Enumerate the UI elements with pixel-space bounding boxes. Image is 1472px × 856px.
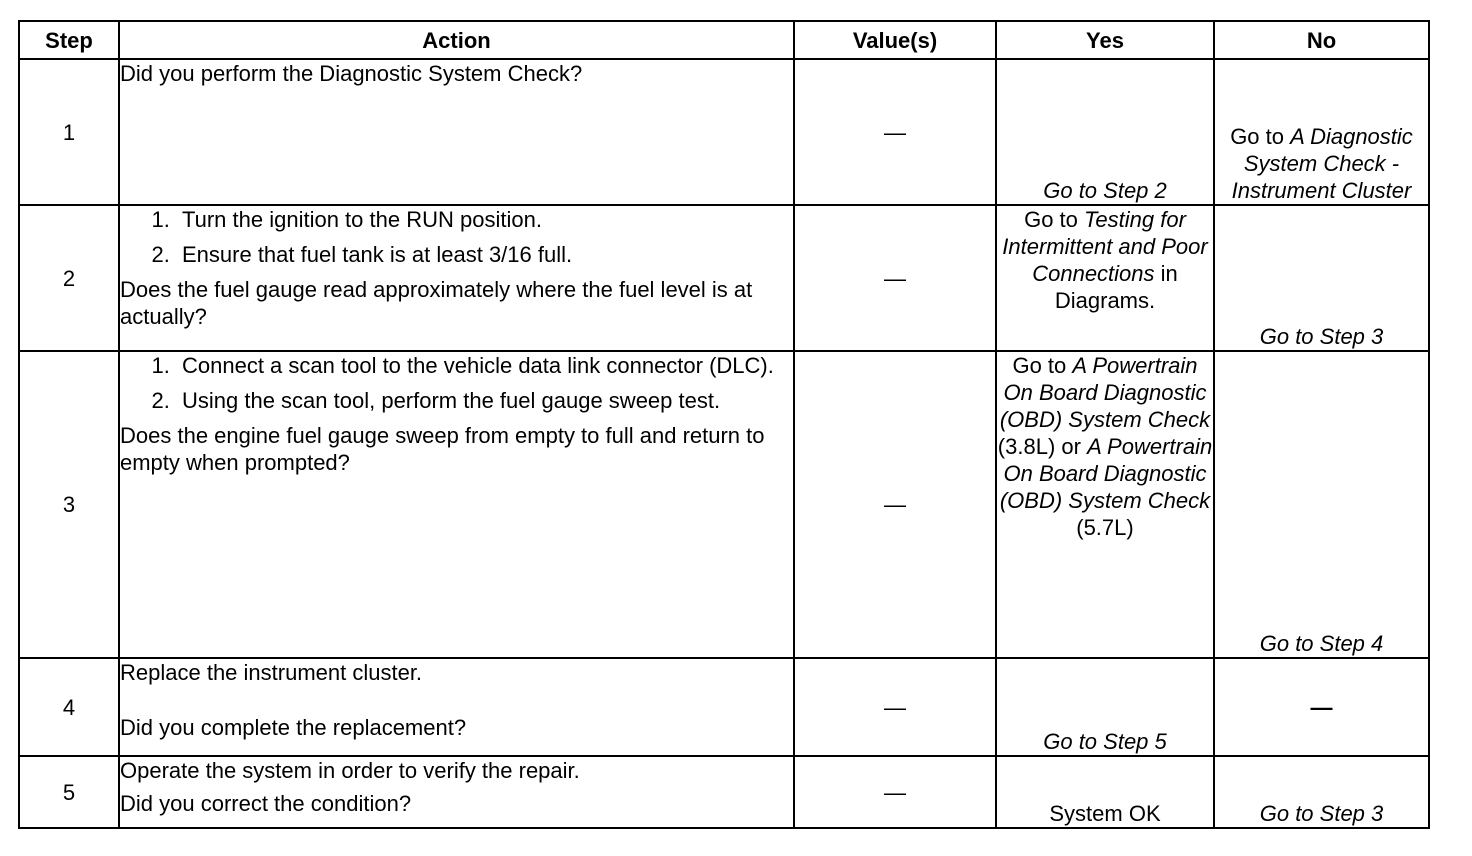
table-row xyxy=(19,351,1429,658)
step-number: 5 xyxy=(19,756,119,828)
no-cell[interactable] xyxy=(1214,756,1429,828)
yes-result: System OK xyxy=(1049,801,1161,826)
header-yes: Yes xyxy=(996,21,1214,59)
no-link[interactable]: Go to Step 3 xyxy=(1259,801,1384,826)
no-link[interactable]: Go to Step 3 xyxy=(1259,324,1384,349)
diagnostic-table xyxy=(18,20,1430,829)
action-item: 2. Ensure that fuel tank is at least 3/16 full. xyxy=(176,241,793,268)
action-list xyxy=(120,206,793,268)
value-cell: — xyxy=(794,205,996,351)
value-cell: — xyxy=(794,658,996,756)
yes-mid: (3.8L) or xyxy=(997,434,1088,459)
table-row xyxy=(19,59,1429,205)
yes-cell[interactable] xyxy=(996,205,1214,351)
action-cell xyxy=(119,351,794,658)
yes-cell xyxy=(996,756,1214,828)
action-text: Replace the instrument cluster. xyxy=(120,660,423,685)
spacer xyxy=(120,686,793,714)
header-row xyxy=(19,21,1429,59)
question-text: Does the fuel gauge read approximately where the fuel level is at actually? xyxy=(120,277,753,329)
header-step: Step xyxy=(19,21,119,59)
header-action: Action xyxy=(119,21,794,59)
table-row xyxy=(19,205,1429,351)
step-number: 2 xyxy=(19,205,119,351)
no-prefix: Go to xyxy=(1230,124,1291,149)
yes-link[interactable]: Go to Step 2 xyxy=(1043,178,1167,203)
yes-cell[interactable] xyxy=(996,658,1214,756)
header-values: Value(s) xyxy=(794,21,996,59)
no-link[interactable]: Go to Step 4 xyxy=(1259,631,1384,656)
action-cell xyxy=(119,756,794,828)
action-cell xyxy=(119,658,794,756)
value-cell: — xyxy=(794,59,996,205)
header-no: No xyxy=(1214,21,1429,59)
yes-suffix: in Diagrams. xyxy=(1054,261,1178,313)
action-item: 2. Using the scan tool, perform the fuel gauge sweep test. xyxy=(176,387,793,414)
action-cell xyxy=(119,59,794,205)
question-text: Did you complete the replacement? xyxy=(120,715,467,740)
no-cell[interactable] xyxy=(1214,351,1429,658)
yes-suffix: (5.7L) xyxy=(1076,515,1134,540)
table-row xyxy=(19,658,1429,756)
step-number: 4 xyxy=(19,658,119,756)
table-row xyxy=(19,756,1429,828)
action-item: 1. Turn the ignition to the RUN position. xyxy=(176,206,793,233)
action-item: 1. Connect a scan tool to the vehicle data link connector (DLC). xyxy=(176,352,793,379)
no-value: — xyxy=(1310,694,1333,720)
question-text: Does the engine fuel gauge sweep from empty to full and return to empty when prompted? xyxy=(120,423,765,475)
value-cell: — xyxy=(794,756,996,828)
question-text: Did you perform the Diagnostic System Check? xyxy=(120,61,583,86)
action-list xyxy=(120,352,793,414)
yes-cell[interactable] xyxy=(996,351,1214,658)
no-cell[interactable] xyxy=(1214,59,1429,205)
value-cell: — xyxy=(794,351,996,658)
yes-link-3-8l[interactable]: A Powertrain On Board Diagnostic (OBD) System Check xyxy=(999,353,1211,432)
action-cell xyxy=(119,205,794,351)
no-link[interactable]: A Diagnostic System Check - Instrument Cluster xyxy=(1231,124,1413,203)
yes-link[interactable]: Testing for Intermittent and Poor Connections xyxy=(1002,207,1208,286)
yes-prefix: Go to xyxy=(1024,207,1084,232)
yes-link-5-7l[interactable]: A Powertrain On Board Diagnostic (OBD) System Check xyxy=(999,434,1213,513)
no-cell xyxy=(1214,658,1429,756)
step-number: 3 xyxy=(19,351,119,658)
question-text: Did you correct the condition? xyxy=(120,791,412,816)
yes-link[interactable]: Go to Step 5 xyxy=(1043,729,1167,754)
yes-prefix: Go to xyxy=(1012,353,1073,378)
no-cell[interactable] xyxy=(1214,205,1429,351)
step-number: 1 xyxy=(19,59,119,205)
action-text: Operate the system in order to verify the repair. xyxy=(120,758,580,783)
yes-cell[interactable] xyxy=(996,59,1214,205)
